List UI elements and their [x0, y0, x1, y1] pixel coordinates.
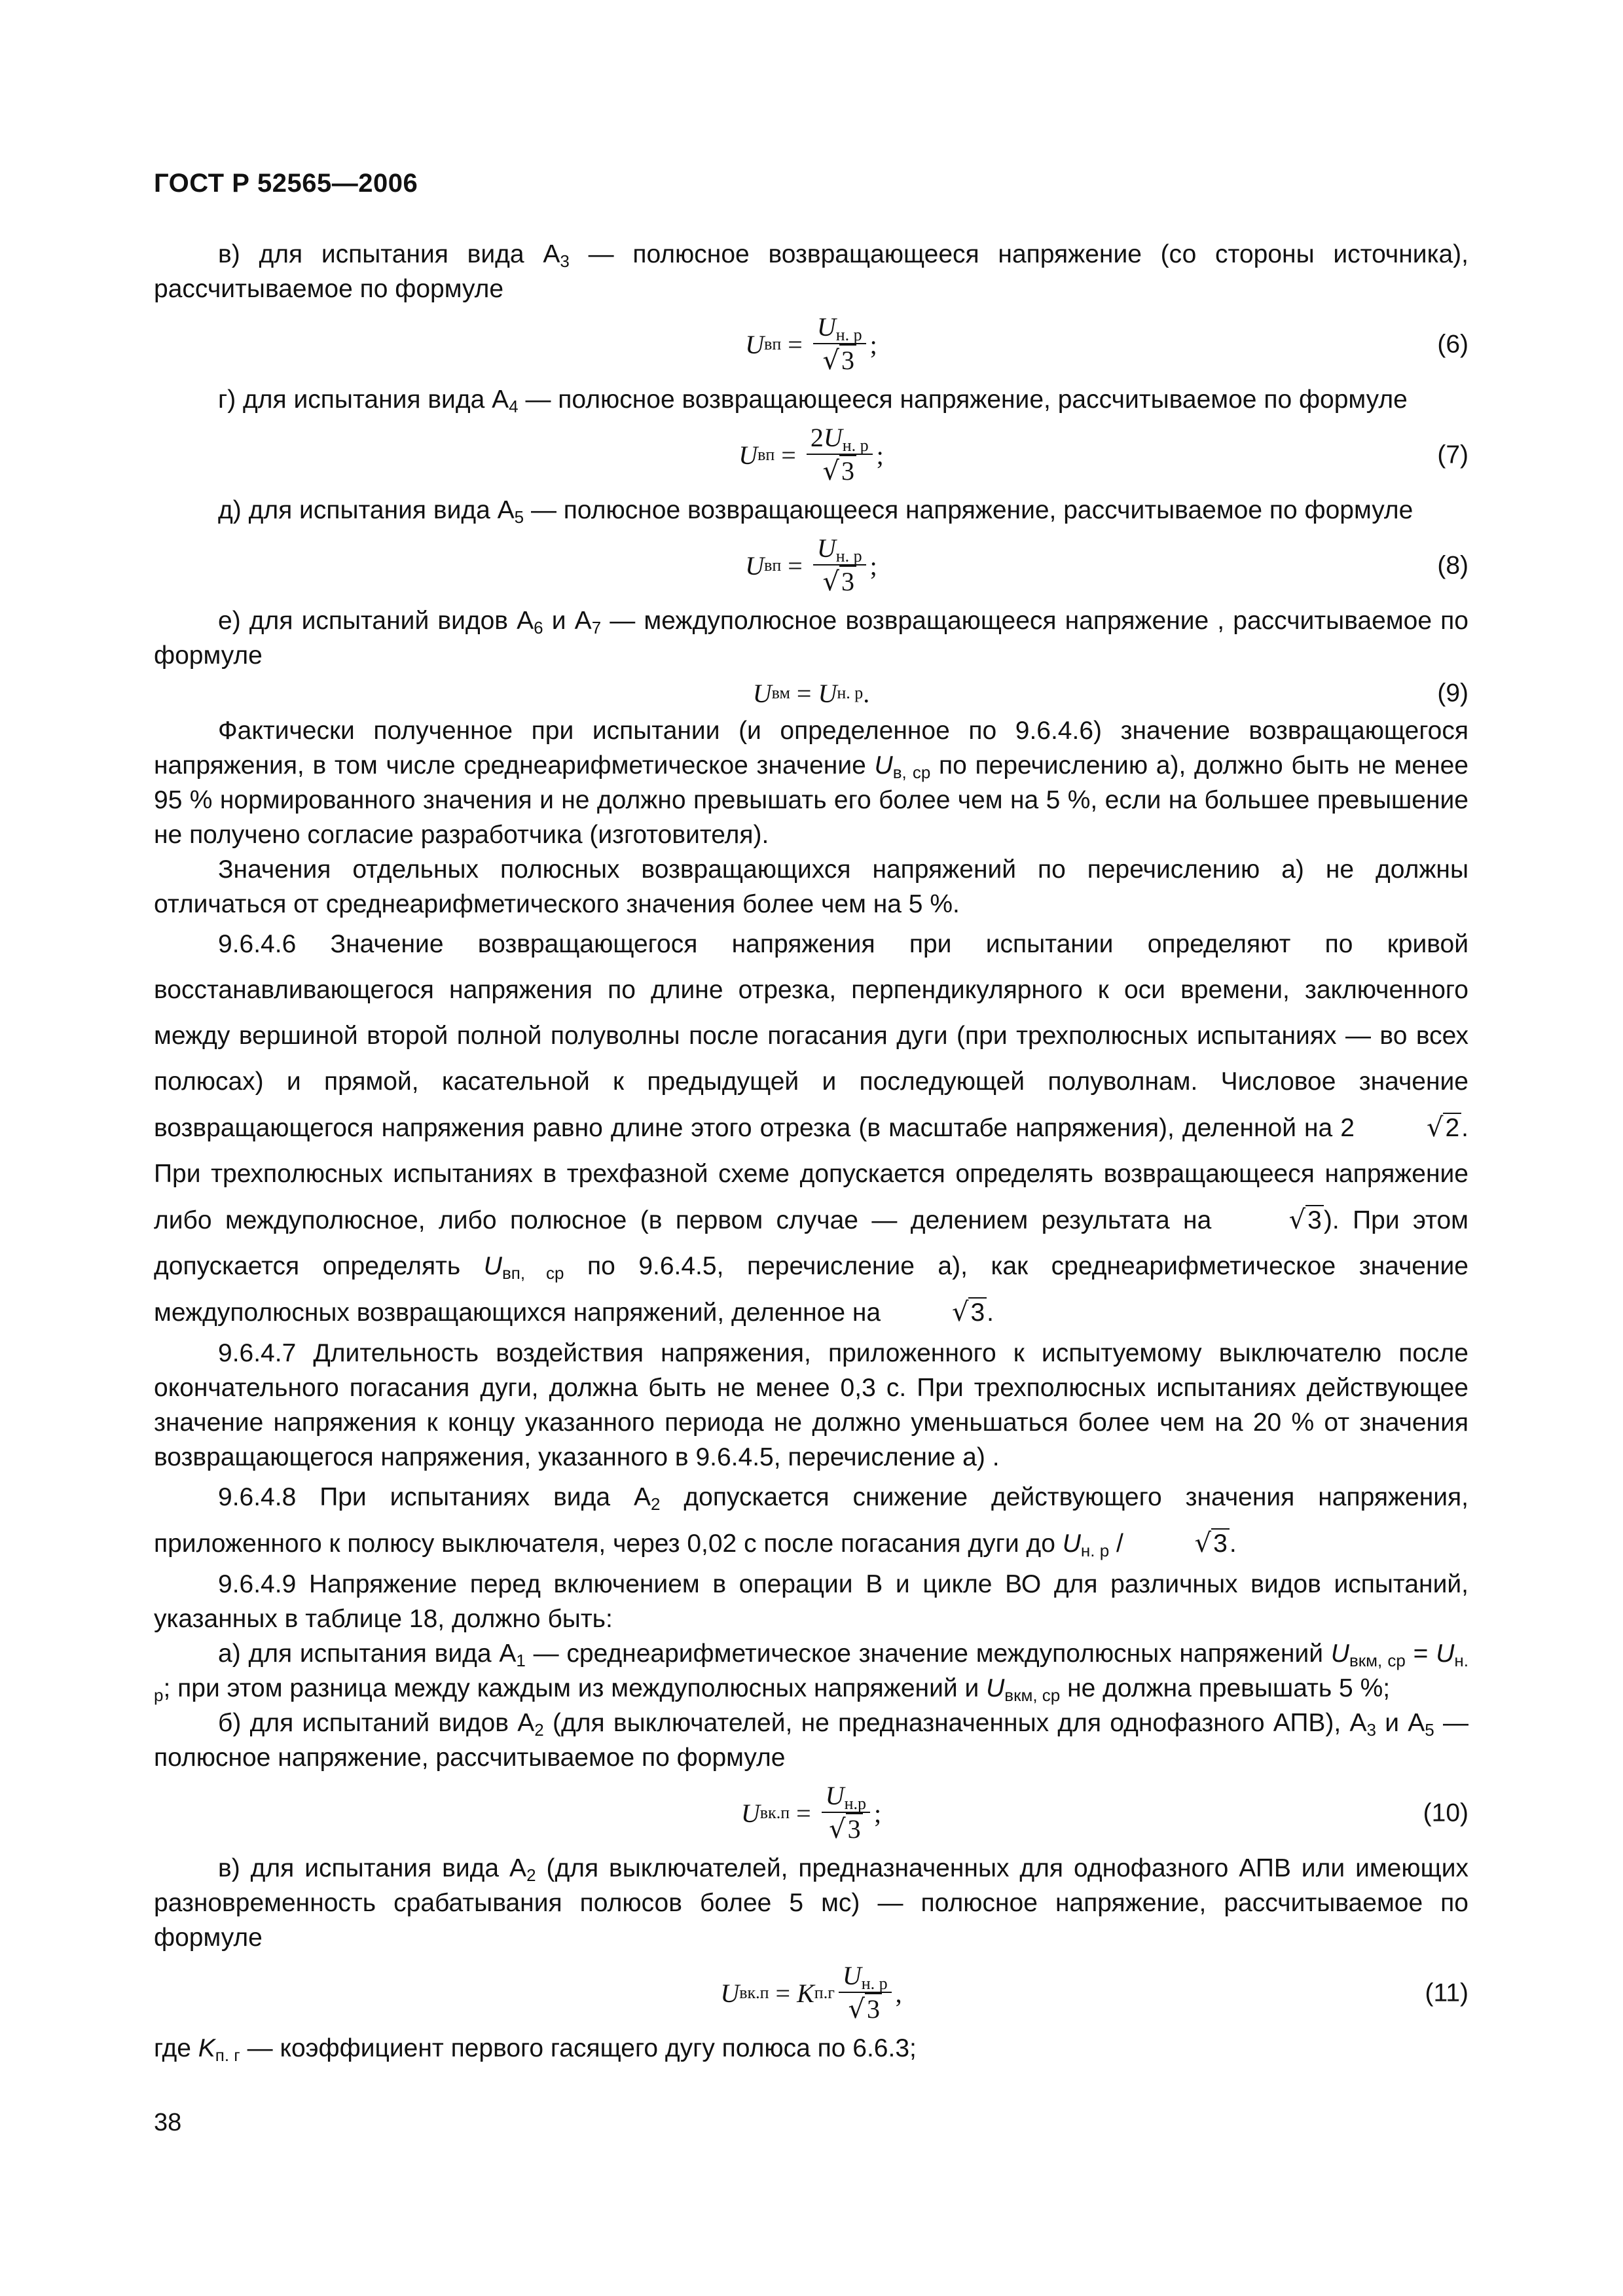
formula-6: U вп = $\frac{U_{н. р}}{√3}$ ; (6): [745, 312, 1468, 376]
paragraph-v: в) для испытания вида $А_3$ — полюсное возвращающееся напряжение (со стороны источника), рассчитываемое по формуле: [154, 240, 1468, 303]
paragraph-e: е) для испытаний видов $А_6$ и $А_7$ — междуполюсное возвращающееся напряжение , рассчитываемое по формуле: [154, 607, 1468, 670]
paragraph-9-6-4-6: 9.6.4.6 Значение возвращающегося напряжения при испытании определяют по кривой восстанавливающегося напряжения по длине отрезка, перпендикулярного к оси времени, заключенного между вершиной второй полной полуволны после погасания дуги (при трехполюсных испытаниях — во всех полюсах) и прямой, касательной к предыдущей и последующей полуволнам. Числовое значение возвращающегося напряжения равно длине этого отрезка (в масштабе напряжения), деленной на 2 √2. При трехполюсных испытаниях в трехфазной схеме допускается определять возвращающееся напряжение либо междуполюсное, либо полюсное (в первом случае — делением результата на √3). При этом допускается определять $U_{вп, ср}$ по 9.6.4.5, перечисление а), как среднеарифметическое значение междуполюсных возвращающихся напряжений, деленное на √3.: [154, 930, 1468, 1327]
formula-7: U вп = $\frac{2U_{н. р}}{√3}$ ; (7): [739, 423, 1468, 486]
paragraph-where: где $K_{п. г}$ — коэффициент первого гасящего дугу полюса по 6.6.3;: [154, 2034, 917, 2065]
formula-number: (11): [1425, 1979, 1468, 2007]
document-header: ГОСТ Р 52565—2006: [154, 169, 418, 198]
formula-number: (8): [1437, 551, 1468, 580]
paragraph-a: а) для испытания вида $А_1$ — среднеарифметическое значение междуполюсных напряжений $U_{вкм, ср} = U_{н. р}$; при этом разница между каждым из междуполюсных напряжений и $U_{вкм, ср}$ не должна превышать 5 %;: [154, 1640, 1468, 1705]
paragraph-b: б) для испытаний видов $А_2$ (для выключателей, не предназначенных для однофазного АПВ), $А_3$ и $А_5$ — полюсное напряжение, рассчитываемое по формуле: [154, 1709, 1468, 1772]
formula-number: (10): [1423, 1799, 1468, 1827]
paragraph-9-6-4-7: 9.6.4.7 Длительность воздействия напряжения, приложенного к испытуемому выключателю после окончательного погасания дуги, должна быть не менее 0,3 с. При трехполюсных испытаниях действующее значение напряжения к концу указанного периода не должно уменьшаться более чем на 20 % от значения возвращающегося напряжения, указанного в 9.6.4.5, перечисление а) .: [154, 1339, 1468, 1471]
formula-number: (7): [1437, 440, 1468, 469]
formula-11: U вк.п = K п.г $\frac{U_{н. р}}{√3}$ , (11): [720, 1961, 1468, 2024]
formula-number: (6): [1437, 330, 1468, 359]
formula-number: (9): [1437, 679, 1468, 708]
paragraph-9-6-4-8: 9.6.4.8 При испытаниях вида $А_2$ допускается снижение действующего значения напряжения, приложенного к полюсу выключателя, через 0,02 с после погасания дуги до $U_{н. р} / √3$.: [154, 1483, 1468, 1560]
formula-8: U вп = $\frac{U_{н. р}}{√3}$ ; (8): [745, 533, 1468, 597]
paragraph-d: д) для испытания вида $А_5$ — полюсное возвращающееся напряжение, рассчитываемое по формуле: [218, 496, 1413, 527]
paragraph-9-6-4-9: 9.6.4.9 Напряжение перед включением в операции В и цикле ВО для различных видов испытаний, указанных в таблице 18, должно быть:: [154, 1570, 1468, 1633]
document-body: [154, 237, 1468, 2066]
paragraph-actual-value: Фактически полученное при испытании (и определенное по 9.6.4.6) значение возвращающегося напряжения, в том числе среднеарифметическое значение $U_{в, ср}$ по перечислению а), должно быть не менее 95 % нормированного значения и не должно превышать его более чем на 5 %, если на большее превышение не получено согласие разработчика (изготовителя).: [154, 717, 1468, 849]
formula-9: U вм = U н. р . (9): [154, 674, 1468, 712]
formula-10: U вк.п = $\frac{U_{н.р}}{√3}$ ; (10): [740, 1781, 1468, 1844]
page-number: 38: [154, 2109, 182, 2136]
paragraph-g: г) для испытания вида $А_4$ — полюсное возвращающееся напряжение, рассчитываемое по формуле: [218, 386, 1408, 416]
paragraph-pole-values: Значения отдельных полюсных возвращающихся напряжений по перечислению а) не должны отличаться от среднеарифметического значения более чем на 5 %.: [154, 855, 1468, 918]
paragraph-v2: в) для испытания вида $А_2$ (для выключателей, предназначенных для однофазного АПВ или имеющих разновременность срабатывания полюсов более 5 мс) — полюсное напряжение, рассчитываемое по формуле: [154, 1854, 1468, 1952]
